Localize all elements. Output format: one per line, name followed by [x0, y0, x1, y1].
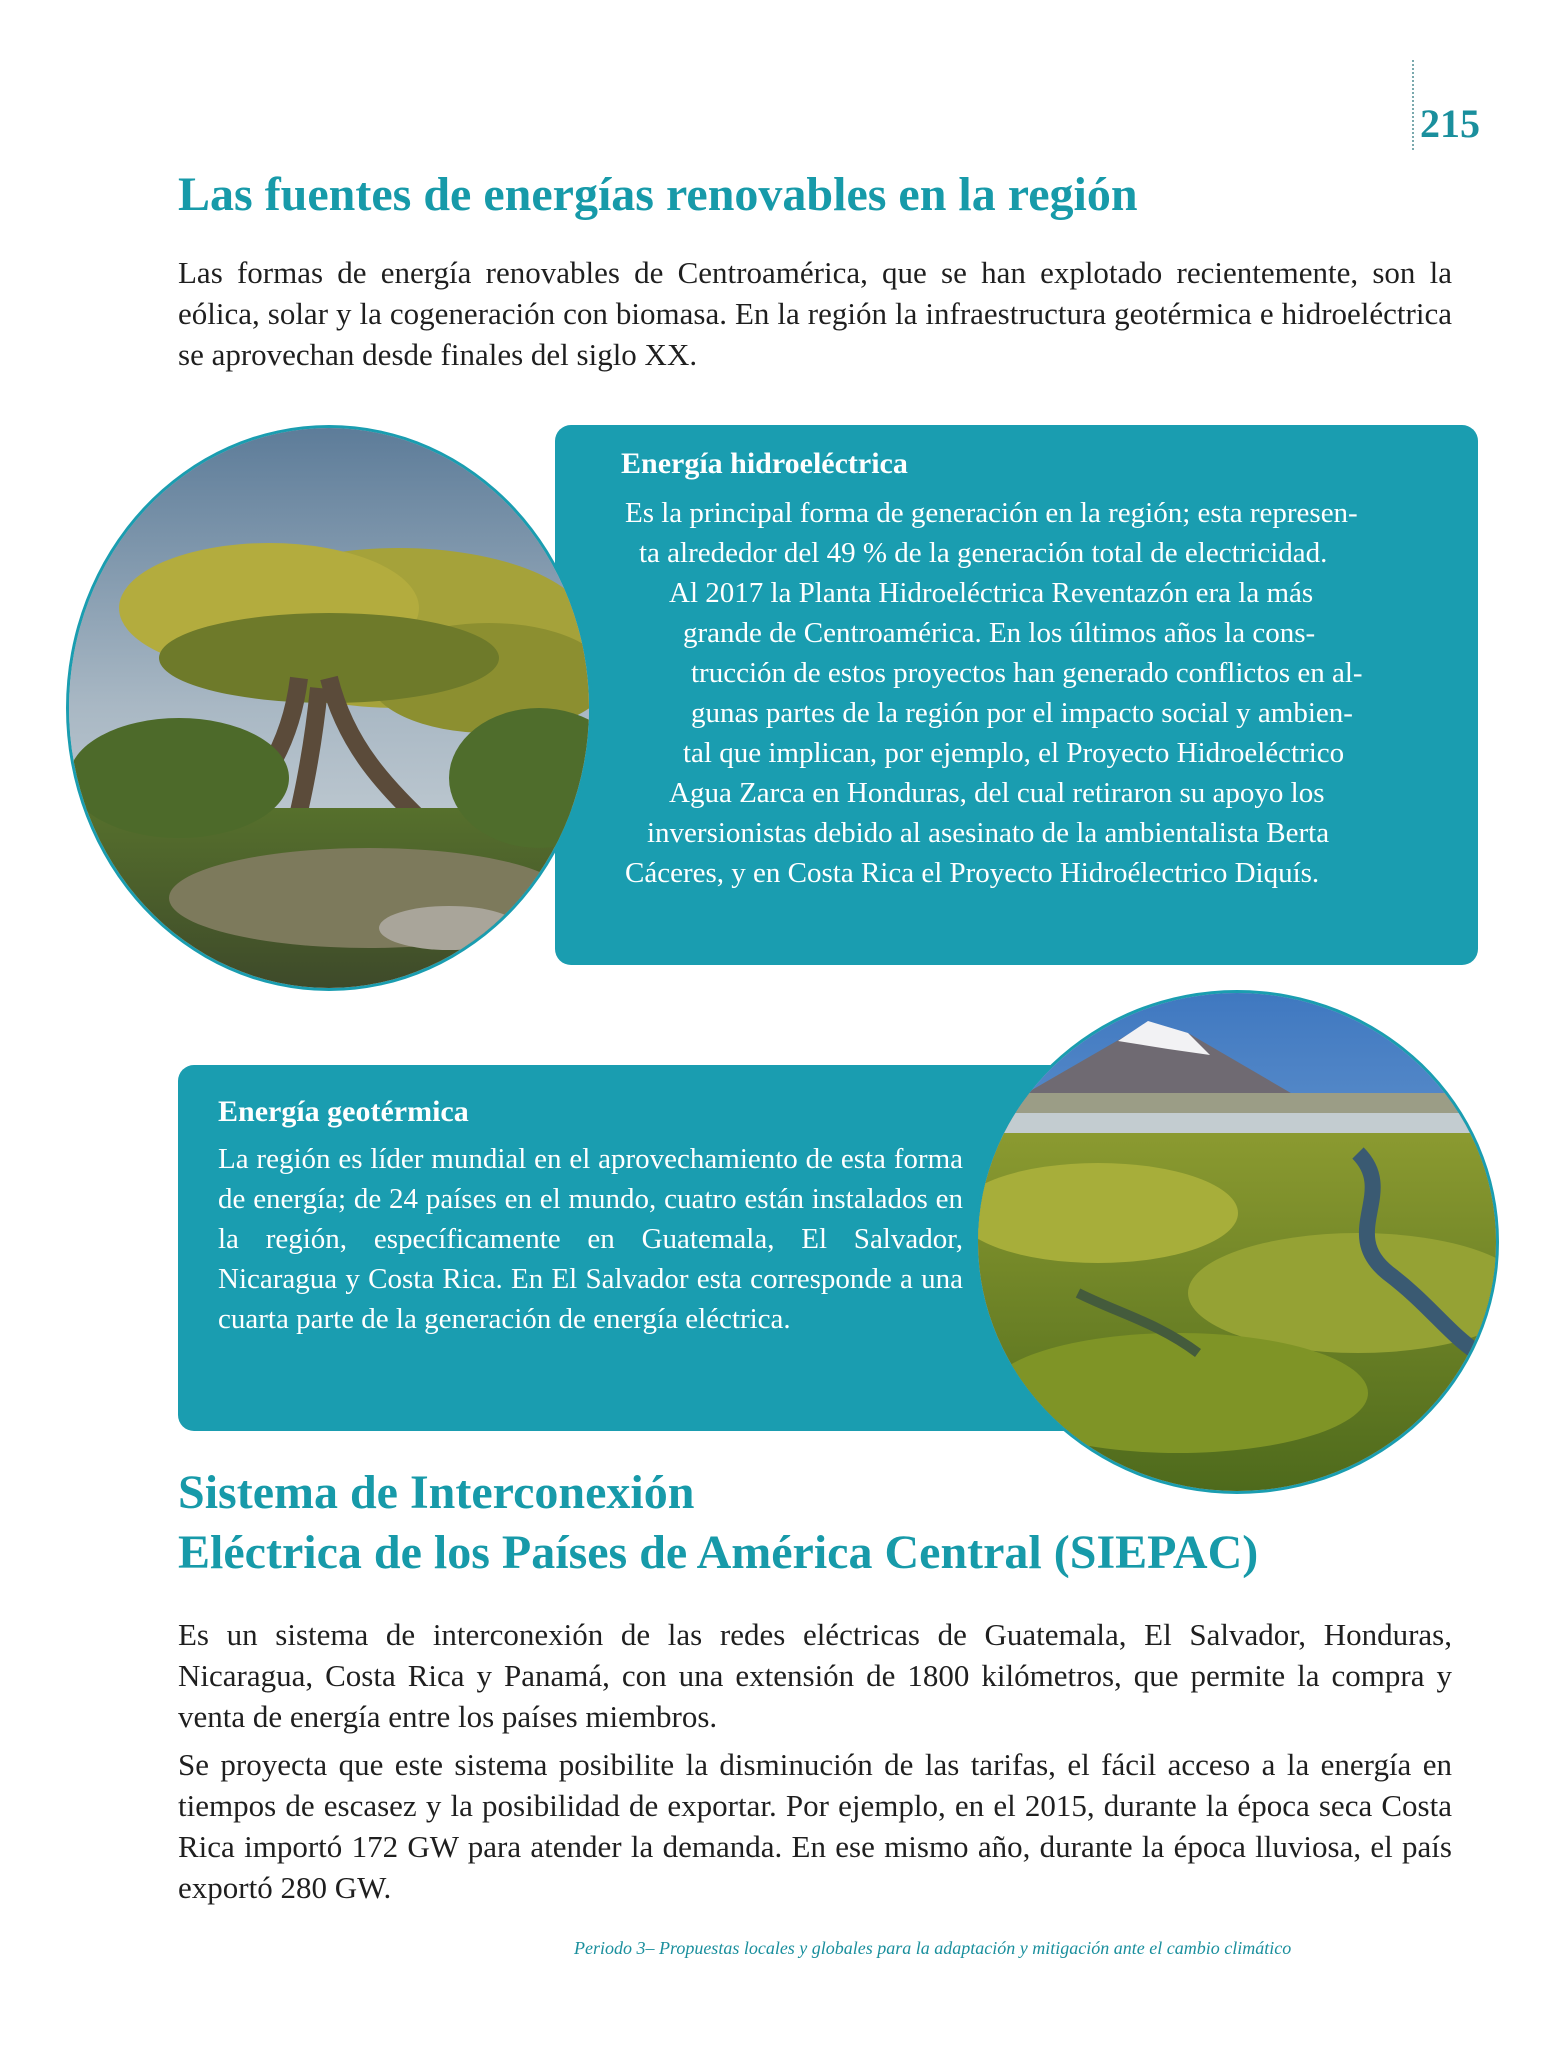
hydro-line: Agua Zarca en Honduras, del cual retiraron su apoyo los	[669, 777, 1325, 809]
siepac-heading-line1: Sistema de Interconexión	[178, 1466, 695, 1519]
renewables-intro: Las formas de energía renovables de Centroamérica, que se han explotado recientemente, son la eólica, solar y la cogeneración con biomasa. En la región la infraestructura geotérmica e hidroeléctrica se aprovechan desde finales del siglo XX.	[178, 255, 1452, 372]
siepac-heading-line2: Eléctrica de los Países de América Central (SIEPAC)	[178, 1526, 1259, 1579]
geothermal-panel	[178, 1065, 1110, 1431]
hydro-line: gunas partes de la región por el impacto social y ambien-	[691, 697, 1353, 729]
tree-landscape-photo	[66, 425, 592, 991]
page-footer: Periodo 3– Propuestas locales y globales para la adaptación y mitigación ante el cambio climático	[574, 1938, 1292, 1958]
hydro-line: Al 2017 la Planta Hidroeléctrica Reventazón era la más	[669, 577, 1314, 609]
geothermal-title: Energía geotérmica	[218, 1095, 469, 1128]
hydro-line: inversionistas debido al asesinato de la ambientalista Berta	[647, 817, 1330, 849]
renewables-heading: Las fuentes de energías renovables en la región	[178, 168, 1138, 221]
page-number-divider	[1412, 60, 1414, 150]
hydro-line: ta alrededor del 49 % de la generación total de electricidad.	[639, 537, 1328, 569]
hydro-line: trucción de estos proyectos han generado conflictos en al-	[691, 657, 1363, 689]
siepac-paragraph-2: Se proyecta que este sistema posibilite la disminución de las tarifas, el fácil acceso a la energía en tiempos de escasez y la posibilidad de exportar. Por ejemplo, en el 2015, durante la época seca Costa Rica importó 172 GW para atender la demanda. En ese mismo año, durante la época lluviosa, el país exportó 280 GW.	[178, 1747, 1452, 1905]
geothermal-text: La región es líder mundial en el aprovechamiento de esta forma de energía; de 24 países en el mundo, cuatro están instalados en la región, específicamente en Guatemala, El Salvador, Nicaragua y Costa Rica. En El Salvador esta corresponde a una cuarta parte de la generación de energía eléctrica.	[218, 1143, 963, 1335]
hydro-line: Es la principal forma de generación en la región; esta represen-	[625, 497, 1358, 529]
hydro-text	[625, 493, 1435, 893]
hydro-title: Energía hidroeléctrica	[621, 447, 908, 480]
siepac-paragraph-1: Es un sistema de interconexión de las redes eléctricas de Guatemala, El Salvador, Honduras, Nicaragua, Costa Rica y Panamá, con una extensión de 1800 kilómetros, que permite la compra y venta de energía entre los países miembros.	[178, 1617, 1452, 1734]
hydro-line: grande de Centroamérica. En los últimos años la cons-	[683, 617, 1316, 649]
volcano-wetland-photo	[975, 990, 1499, 1494]
page-number: 215	[1420, 101, 1480, 146]
hydro-panel	[555, 425, 1478, 965]
hydro-line: tal que implican, por ejemplo, el Proyecto Hidroeléctrico	[683, 737, 1345, 769]
hydro-line: Cáceres, y en Costa Rica el Proyecto Hidroélectrico Diquís.	[625, 857, 1320, 889]
